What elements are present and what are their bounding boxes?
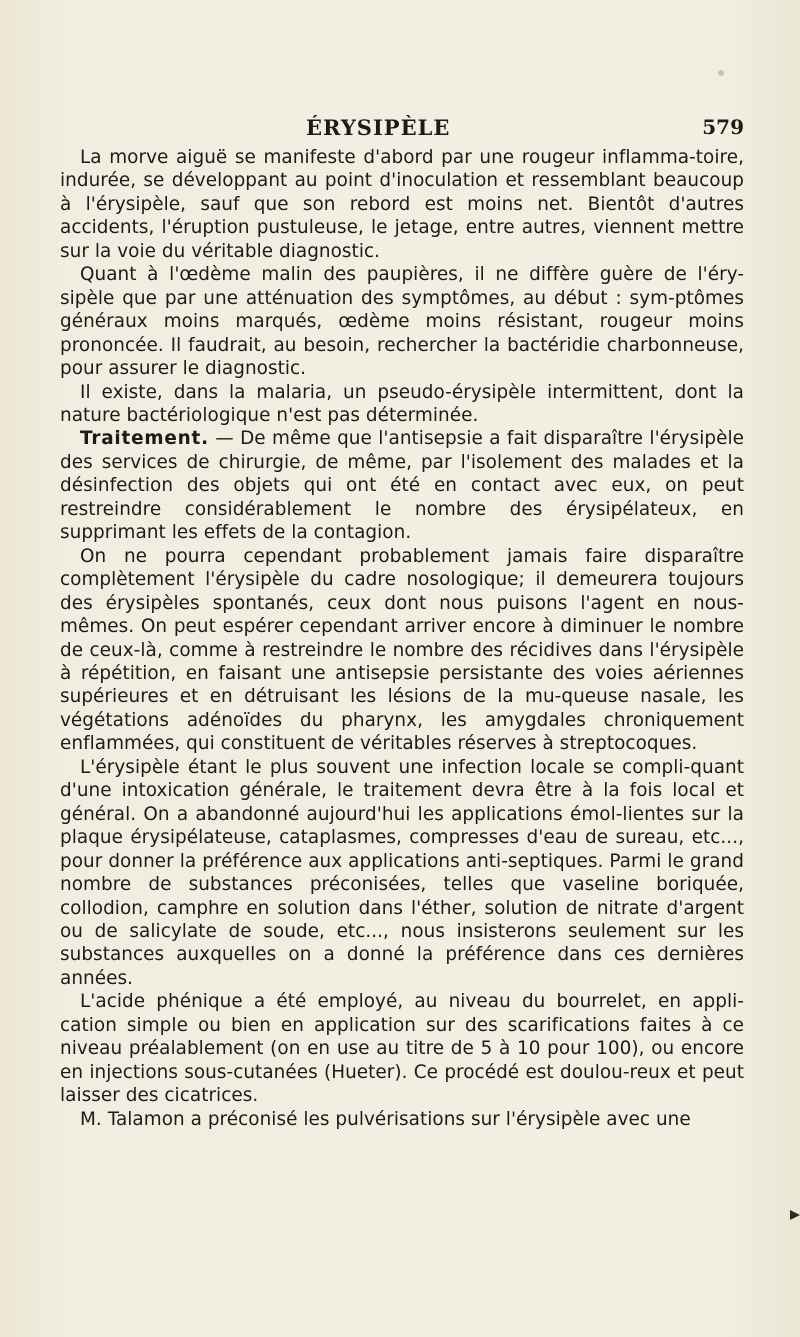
paragraph-morve: La morve aiguë se manifeste d'abord par une rougeur inflamma-toire, indurée, se développant au point d'inoculation et ressemblant beaucoup à l'érysipèle, sauf que son rebord est moins net. Bientôt d'autres accidents, l'éruption pustuleuse, le jetage, entre autres, viennent mettre sur la voie du véritable diagnostic. [60, 147, 744, 262]
paragraph-acide-phenique: L'acide phénique a été employé, au niveau du bourrelet, en appli-cation simple ou bien en application sur des scarifications faites à ce niveau préalablement (on en use au titre de 5 à 10 pour 100), ou encore en injections sous-cutanées (Hueter). Ce procédé est doulou-reux et peut laisser des cicatrices. [60, 991, 744, 1107]
edge-marker-icon [790, 1210, 800, 1220]
section-heading-traitement: Traitement. [80, 428, 209, 450]
paragraph-traitement-text: — De même que l'antisepsie a fait disparaître l'érysipèle des services de chirurgie, de même, par l'isolement des malades et la désinfection des objets qui ont été en contact avec eux, on peut restreindre considérablement le nombre des érysipélateux, en supprimant les effets de la contagion. [60, 428, 744, 544]
paragraph-talamon: M. Talamon a préconisé les pulvérisations sur l'érysipèle avec une [80, 1108, 691, 1130]
body-text [60, 146, 744, 1131]
paragraph-oedeme: Quant à l'œdème malin des paupières, il ne diffère guère de l'éry-sipèle que par une atténuation des symptômes, au début : sym-ptômes généraux moins marqués, œdème moins résistant, rougeur moins prononcée. Il faudrait, au besoin, rechercher la bactéridie charbonneuse, pour assurer le diagnostic. [60, 264, 744, 380]
paragraph-infection-locale: L'érysipèle étant le plus souvent une infection locale se compli-quant d'une intoxication générale, le traitement devra être à la fois local et général. On a abandonné aujourd'hui les applications émol-lientes sur la plaque érysipélateuse, cataplasmes, compresses d'eau de sureau, etc..., pour donner la préférence aux applications anti-septiques. Parmi le grand nombre de substances préconisées, telles que vaseline boriquée, collodion, camphre en solution dans l'éther, solution de nitrate d'argent ou de salicylate de soude, etc..., nous insisterons seulement sur les substances auxquelles on a donné la préférence dans ces dernières années. [60, 756, 744, 989]
paragraph-traitement [60, 427, 744, 544]
paragraph-malaria: Il existe, dans la malaria, un pseudo-érysipèle intermittent, dont la nature bactériologique n'est pas déterminée. [60, 381, 744, 426]
paragraph-nosologique: On ne pourra cependant probablement jamais faire disparaître complètement l'érysipèle du cadre nosologique; il demeurera toujours des érysipèles spontanés, ceux dont nous puisons l'agent en nous-mêmes. On peut espérer cependant arriver encore à diminuer le nombre de ceux-là, comme à restreindre le nombre des récidives dans l'érysipèle à répétition, en faisant une antisepsie persistante des voies aériennes supérieures et en détruisant les lésions de la mu-queuse nasale, les végétations adénoïdes du pharynx, les amygdales chroniquement enflammées, qui constituent de véritables réserves à streptocoques. [60, 545, 744, 755]
page-number: 579 [702, 115, 744, 139]
page-speck [718, 70, 724, 76]
running-title: ÉRYSIPÈLE [306, 115, 451, 140]
page-header [110, 115, 744, 145]
